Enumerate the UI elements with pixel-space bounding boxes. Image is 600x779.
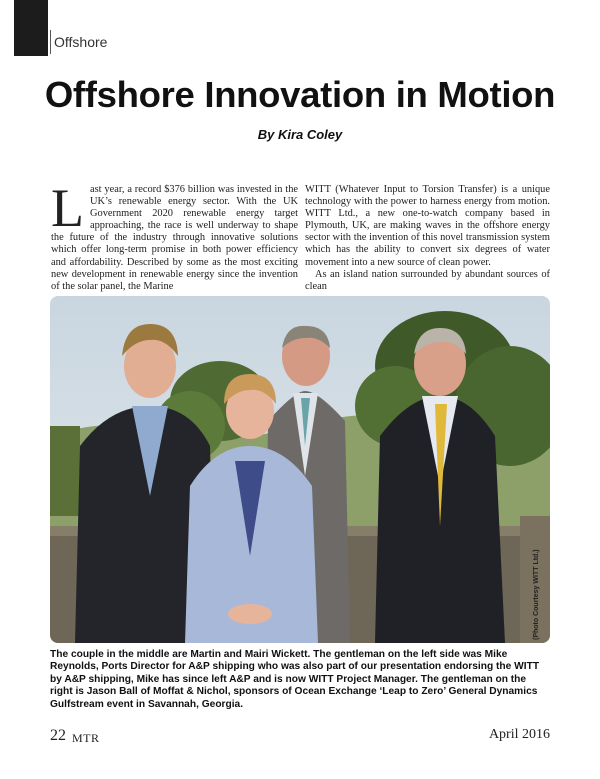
magazine-name: MTR (72, 731, 100, 745)
photo-caption: The couple in the middle are Martin and Mairi Wickett. The gentleman on the left side was Mike Reynolds, Ports Director for A&P shipping who was also part of our presentation endorsing the WITT by A&P shipping, Mike has since left A&P and is now WITT Project Manager. The gentleman on the right is Jason Ball of Moffat & Nichol, sponsors of Ocean Exchange ‘Leap to Zero’ General Dynamics Gulfstream event in Savannah, Georgia. (50, 649, 540, 710)
right-column-paragraph-1: WITT (Whatever Input to Torsion Transfer) is a unique technology with the power to harness energy from motion. WITT Ltd., a new one-to-watch company based in Plymouth, UK, are making waves in the offshore energy sector with the invention of this novel transmission system which has the ability to convert six degrees of water movement into a new source of clean power. (305, 184, 550, 268)
right-column-paragraph-2: As an island nation surrounded by abundant sources of clean (305, 268, 550, 292)
section-label: Offshore (54, 34, 108, 50)
section-divider (50, 30, 51, 54)
issue-date: April 2016 (488, 727, 550, 742)
section-tab-bar (14, 0, 48, 56)
article-column-left (51, 178, 298, 293)
photo-credit: (Photo Courtesy WITT Ltd.) (533, 549, 540, 640)
article-column-right (305, 184, 550, 293)
drop-cap: L (51, 178, 84, 238)
page-number: 22 (50, 727, 66, 744)
group-photo (50, 296, 550, 643)
article-headline: Offshore Innovation in Motion (44, 74, 556, 115)
left-column-text: ast year, a record $376 billion was invested in the UK’s renewable energy sector. With the UK Government 2020 renewable energy target approaching, the race is well underway to shape the future of the industry through innovative solutions which offer long-term promise in both power efficiency and affordability. Described by some as the most exciting new development in renewable energy since the invention of the solar panel, the Marine (51, 184, 298, 292)
group-photo-illustration (50, 296, 550, 643)
article-byline: By Kira Coley (257, 127, 343, 142)
